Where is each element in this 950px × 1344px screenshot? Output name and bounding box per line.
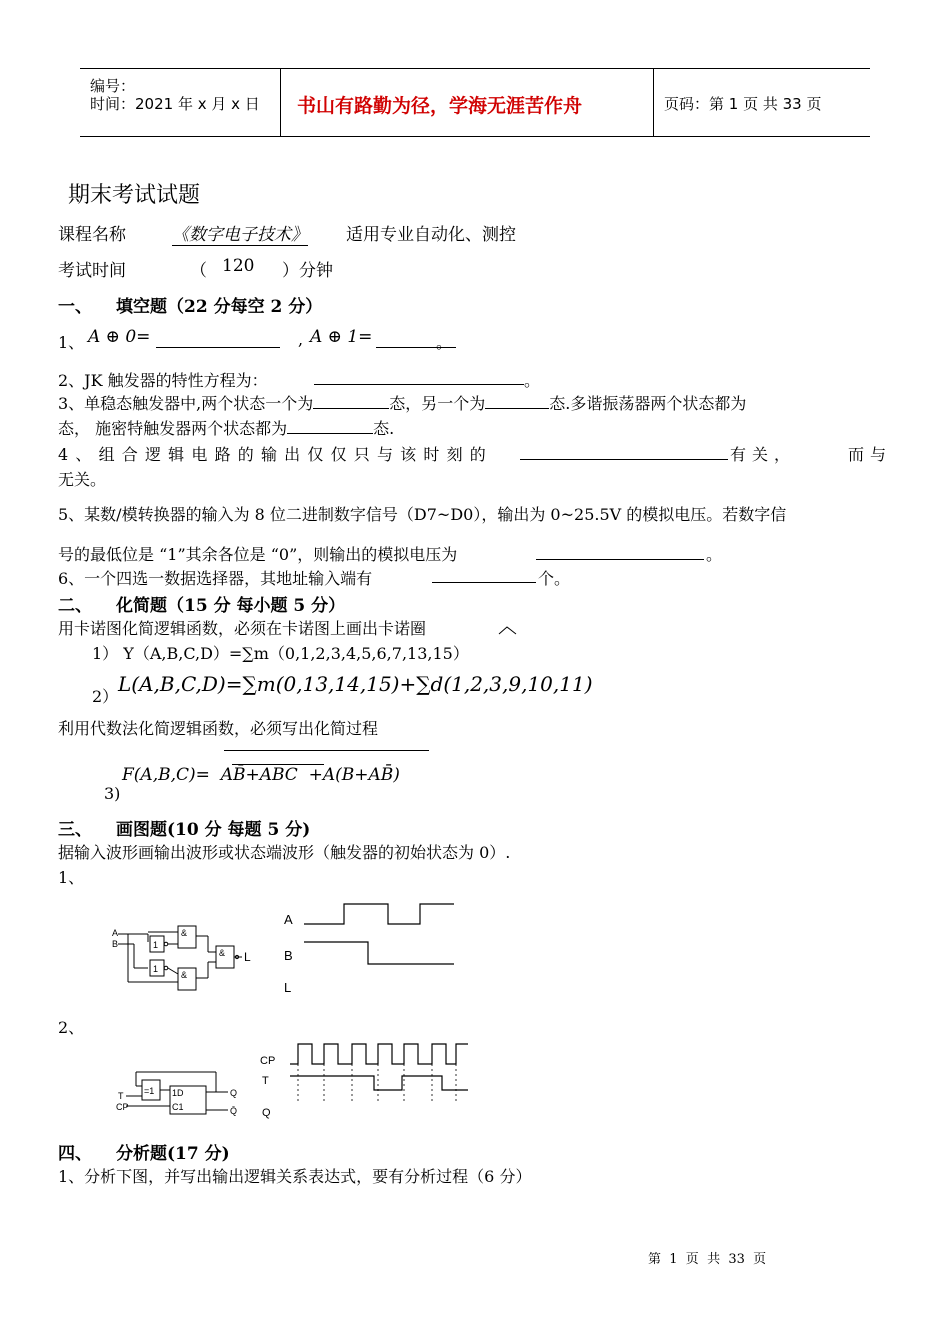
q5-line1: 5、某数/模转换器的输入为 8 位二进制数字信号（D7~D0），输出为 0~25.5V 的模拟电压。若数字信 xyxy=(58,505,787,524)
q3-blank-3[interactable] xyxy=(287,417,373,434)
fig2-wave-t-label: T xyxy=(262,1075,269,1087)
q4-blank[interactable] xyxy=(520,459,728,460)
q1-blank-a[interactable] xyxy=(156,347,280,348)
wave-a xyxy=(304,904,454,924)
q3-part-d: 态， 施密特触发器两个状态都为 xyxy=(58,419,288,438)
fig2-in-cp: CP xyxy=(116,1102,129,1112)
section3-q1: 1、 xyxy=(58,868,85,887)
section2-q1: 1） Y（A,B,C,D）=∑m（0,1,2,3,4,5,6,7,13,15） xyxy=(92,644,469,663)
fig1-wave-b-label: B xyxy=(284,948,293,963)
fig1-in-b: B xyxy=(112,939,119,949)
q3-blank-2[interactable] xyxy=(485,392,549,409)
q2-end: 。 xyxy=(524,371,541,390)
header-table xyxy=(80,68,870,137)
fig2-xor-label: =1 xyxy=(144,1086,155,1096)
q4-part-d: 无关。 xyxy=(58,470,107,489)
section2-q3-prefix: 3) xyxy=(104,784,121,803)
course-name-label: 课程名称 xyxy=(58,225,126,245)
fig1-and3-label: & xyxy=(219,948,226,958)
q5-end: 。 xyxy=(706,545,723,564)
fig1-not1-label: 1 xyxy=(153,940,159,950)
q2-blank[interactable] xyxy=(314,384,524,385)
q1-end: 。 xyxy=(436,333,453,352)
arc-mark-icon xyxy=(498,624,518,636)
course-major: 适用专业自动化、测控 xyxy=(346,225,516,245)
section2-intro2: 利用代数法化简逻辑函数，必须写出化简过程 xyxy=(58,719,379,738)
q1-prefix: 1、 xyxy=(58,333,85,352)
q1-expr-a: A ⊕ 0= xyxy=(88,327,151,347)
fig2-q-label: Q xyxy=(230,1088,238,1098)
q2-text: 2、JK 触发器的特性方程为： xyxy=(58,371,268,390)
section2-intro: 用卡诺图化简逻辑函数，必须在卡诺图上画出卡诺圈 xyxy=(58,619,427,638)
q5-blank[interactable] xyxy=(536,559,704,560)
page-footer: 第 1 页 共 33 页 xyxy=(648,1252,767,1267)
fig2-c-label: C1 xyxy=(172,1102,184,1112)
section4-num: 四、 xyxy=(58,1144,92,1164)
exam-time-label: 考试时间 xyxy=(58,261,126,281)
exam-time-value: 120 xyxy=(222,256,255,276)
motto: 书山有路勤为径，学海无涯苦作舟 xyxy=(297,95,583,117)
page-title: 期末考试试题 xyxy=(68,183,201,208)
section1-heading: 填空题（22 分每空 2 分） xyxy=(116,297,323,317)
exam-time-open: （ xyxy=(190,261,207,281)
fig1-not2-label: 1 xyxy=(153,964,159,974)
fig1-and2-label: & xyxy=(181,970,188,980)
q6-text: 6、一个四选一数据选择器，其地址输入端有 xyxy=(58,569,373,588)
code-label: 编号： xyxy=(90,77,136,95)
section2-q2-formula: L(A,B,C,D)=∑m(0,13,14,15)+∑d(1,2,3,9,10,11) xyxy=(118,672,593,696)
q1-expr-b: A ⊕ 1= xyxy=(310,327,373,347)
fig2-d-label: 1D xyxy=(172,1088,184,1098)
wave-t xyxy=(290,1076,468,1090)
wave-cp xyxy=(290,1044,468,1064)
q5-line2: 号的最低位是 “1”其余各位是 “0”，则输出的模拟电压为 xyxy=(58,545,458,564)
fig2-qbar-label: Q̄ xyxy=(230,1106,238,1116)
course-name-value: 《数字电子技术》 xyxy=(172,220,308,246)
fig1-in-a: A xyxy=(112,928,119,938)
section3-heading: 画图题(10 分 每题 5 分) xyxy=(116,820,311,840)
q6-blank[interactable] xyxy=(432,582,536,583)
header-page-cell xyxy=(654,69,870,136)
section1-num: 一、 xyxy=(58,297,92,317)
page-info: 页码：第 1 页 共 33 页 xyxy=(664,95,822,113)
q3-blank-1[interactable] xyxy=(313,392,389,409)
overbar-long xyxy=(224,750,429,751)
header-motto-cell xyxy=(281,69,654,136)
exam-time-suffix: ）分钟 xyxy=(282,261,333,281)
header-meta-cell xyxy=(80,69,281,136)
section4-q1: 1、分析下图，并写出输出逻辑关系表达式，要有分析过程（6 分） xyxy=(58,1167,532,1186)
section2-q3-formula: F(A,B,C)= AB̄+ABC +A(B+AB̄) xyxy=(122,765,400,785)
fig2-in-t: T xyxy=(118,1091,124,1101)
section3-num: 三、 xyxy=(58,820,92,840)
section3-intro: 据输入波形画输出波形或状态端波形（触发器的初始状态为 0）. xyxy=(58,843,511,862)
q6-end: 个。 xyxy=(538,569,571,588)
q3-part-e: 态. xyxy=(373,419,395,438)
q3-line2 xyxy=(58,416,892,441)
time-label: 时间：2021 年 x 月 x 日 xyxy=(90,95,260,113)
figure1 xyxy=(104,896,464,998)
q3-part-a: 3、单稳态触发器中,两个状态一个为 xyxy=(58,394,314,413)
q4-part-a: 4、组合逻辑电路的输出仅仅只与该时刻的 xyxy=(58,445,493,464)
section4-heading: 分析题(17 分) xyxy=(116,1144,230,1164)
fig2-wave-cp-label: CP xyxy=(260,1055,276,1067)
figure2 xyxy=(112,1038,472,1122)
section2-num: 二、 xyxy=(58,596,92,616)
section2-heading: 化简题（15 分 每小题 5 分） xyxy=(116,596,346,616)
section2-q2-prefix: 2） xyxy=(92,687,119,706)
fig2-wave-q-label: Q xyxy=(262,1107,271,1119)
fig1-out: L xyxy=(244,950,251,964)
q4-part-b: 有关， xyxy=(730,445,797,464)
q3-part-b: 态，另一个为 xyxy=(389,394,486,413)
fig1-wave-a-label: A xyxy=(284,912,293,927)
section3-q2: 2、 xyxy=(58,1018,85,1037)
wave-b xyxy=(304,942,454,964)
fig1-and1-label: & xyxy=(181,928,188,938)
q4-part-c: 而与 xyxy=(848,445,893,464)
fig1-wave-l-label: L xyxy=(284,980,292,995)
q3-part-c: 态.多谐振荡器两个状态都为 xyxy=(549,394,747,413)
q3-line1 xyxy=(58,391,892,416)
